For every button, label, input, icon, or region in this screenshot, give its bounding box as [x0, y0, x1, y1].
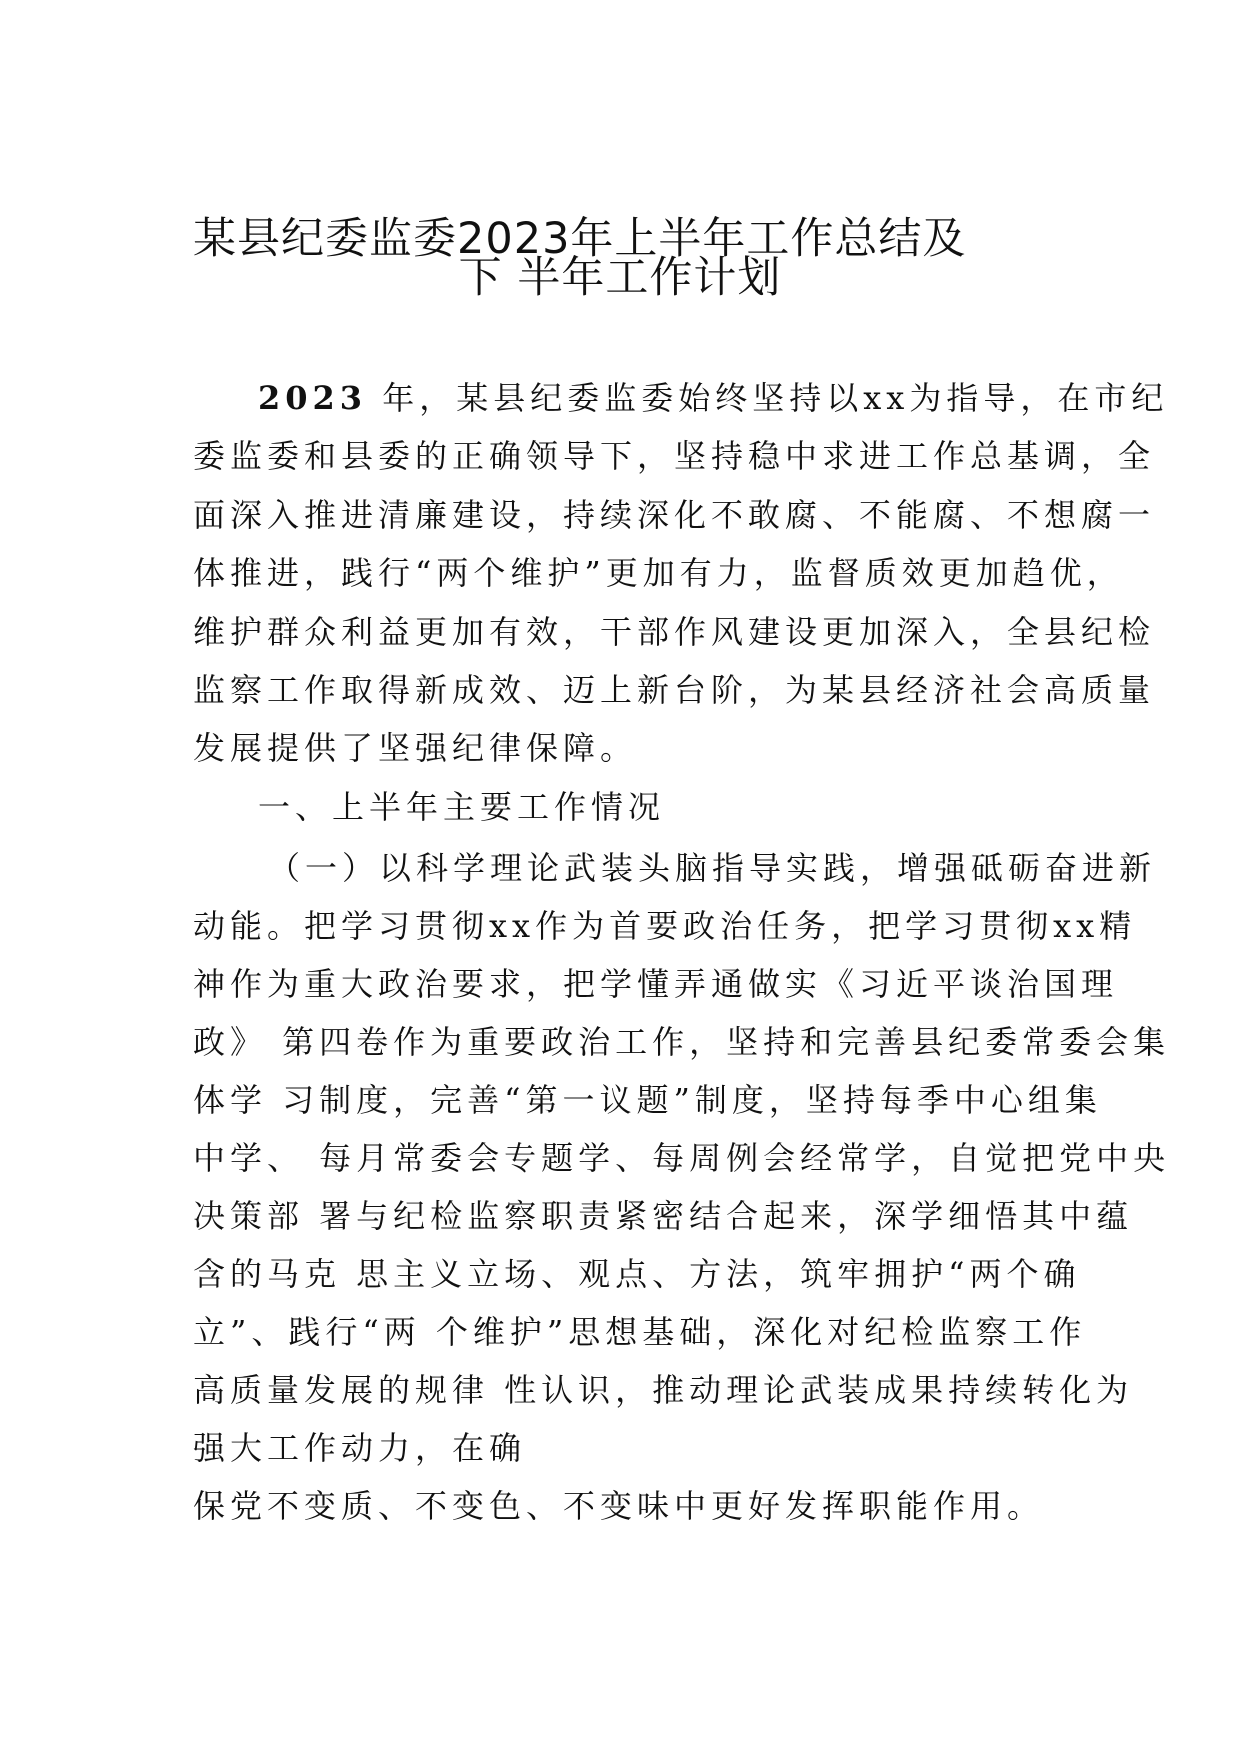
paragraph-line: 面深入推进清廉建设，持续深化不敢腐、不能腐、不想腐一 [193, 496, 1156, 534]
intro-year: 2023 [258, 379, 368, 417]
paragraph-line: 发展提供了坚强纪律保障。 [193, 729, 638, 767]
document-title-line-1: 某县纪委监委2023年上半年工作总结及 [193, 214, 967, 264]
paragraph-line: 立”、践行“两 个维护”思想基础，深化对纪检监察工作 [193, 1313, 1087, 1351]
paragraph-line: 体推进，践行“两个维护”更加有力，监督质效更加趋优， [193, 554, 1124, 592]
line-text: 年，某县纪委监委始终坚持以xx为指导，在市纪 [382, 379, 1169, 417]
paragraph-line: 神作为重大政治要求，把学懂弄通做实《习近平谈治国理 [193, 965, 1119, 1003]
subsection-heading-line: （一）以科学理论武装头脑指导实践，增强砥砺奋进新 [268, 849, 1157, 887]
paragraph-line [258, 378, 1168, 418]
paragraph-line: 保党不变质、不变色、不变味中更好发挥职能作用。 [193, 1487, 1045, 1525]
paragraph-line: 体学 习制度，完善“第一议题”制度，坚持每季中心组集 [193, 1081, 1102, 1119]
section-heading: 一、上半年主要工作情况 [258, 788, 666, 826]
paragraph-line: 维护群众利益更加有效，干部作风建设更加深入，全县纪检 [193, 613, 1156, 651]
paragraph-line: 动能。把学习贯彻xx作为首要政治任务，把学习贯彻xx精 [193, 907, 1137, 945]
paragraph-line: 政》 第四卷作为重要政治工作，坚持和完善县纪委常委会集 [193, 1023, 1171, 1061]
paragraph-line: 中学、 每月常委会专题学、每周例会经常学，自觉把党中央 [193, 1139, 1171, 1177]
paragraph-line: 高质量发展的规律 性认识，推动理论武装成果持续转化为 [193, 1371, 1134, 1409]
paragraph-line: 委监委和县委的正确领导下，坚持稳中求进工作总基调，全 [193, 437, 1156, 475]
paragraph-line: 监察工作取得新成效、迈上新台阶，为某县经济社会高质量 [193, 671, 1156, 709]
paragraph-line: 决策部 署与纪检监察职责紧密结合起来，深学细悟其中蕴 [193, 1197, 1134, 1235]
paragraph-line: 含的马克 思主义立场、观点、方法，筑牢拥护“两个确 [193, 1255, 1081, 1293]
document-title-line-2: 下 半年工作计划 [458, 253, 782, 303]
paragraph-line: 强大工作动力，在确 [193, 1429, 527, 1467]
